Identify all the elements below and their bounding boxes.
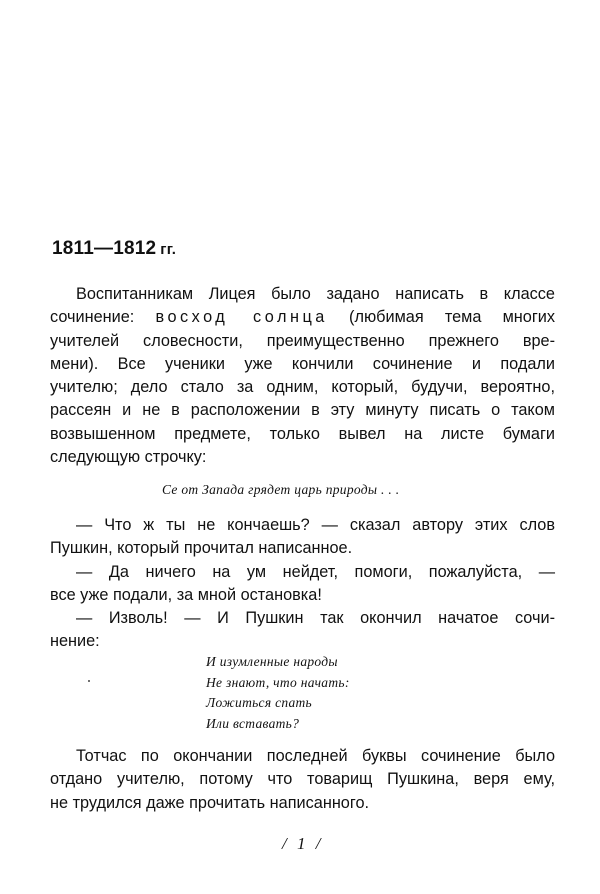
text-line: отдано учителю, потому что товарищ Пушкина, веря ему, [50, 770, 555, 789]
text-line: следующую строчку: [50, 448, 207, 467]
text-line: возвышенном предмете, только вывел на листе бумаги [50, 424, 555, 443]
text-line: учителей словесности, преимущественно прежнего вре- [50, 331, 555, 350]
page-number: / 1 / [282, 834, 324, 853]
poem-line: Или вставать? [206, 715, 300, 731]
heading-years: 1811—1812 [52, 238, 157, 259]
poem-line: Ложиться спать [206, 695, 312, 710]
epigraph-verse: Се от Запада грядет царь природы . . . [162, 482, 400, 497]
text-line: — Да ничего на ум нейдет, помоги, пожалуйста, — [76, 562, 555, 581]
text-line: не трудился даже прочитать написанного. [50, 793, 370, 812]
text-line: Тотчас по окончании последней буквы сочинение было [76, 747, 555, 765]
text-fragment: (любимая тема многих [327, 308, 555, 327]
paragraph-conclusion [50, 745, 555, 815]
text-line [50, 306, 555, 329]
text-line: мени). Все ученики уже кончили сочинение и подали [50, 354, 555, 373]
poem-line: Не знают, что начать: [206, 674, 350, 690]
text-line: рассеян и не в расположении в эту минуту писать о таком [50, 401, 555, 420]
text-line: учителю; дело стало за одним, который, будучи, вероятно, [50, 378, 555, 397]
section-heading [52, 238, 176, 260]
poem-stanza [206, 652, 350, 734]
spaced-title: восход солнца [155, 308, 328, 327]
heading-abbr: гг. [160, 241, 177, 258]
text-line: нение: [50, 632, 100, 651]
print-speck [88, 680, 90, 682]
text-line: Воспитанникам Лицея было задано написать в классе [76, 285, 555, 303]
paragraph-dialogue [50, 514, 555, 654]
text-line: — Изволь! — И Пушкин так окончил начатое сочи- [76, 609, 555, 628]
poem-line: И изумленные народы [206, 654, 338, 669]
text-line: — Что ж ты не кончаешь? — сказал автору этих слов [76, 516, 555, 534]
text-line: Пушкин, который прочитал написанное. [50, 539, 353, 558]
text-fragment: сочинение: [50, 308, 156, 327]
text-line: все уже подали, за мной остановка! [50, 585, 322, 604]
paragraph-intro [50, 283, 555, 469]
